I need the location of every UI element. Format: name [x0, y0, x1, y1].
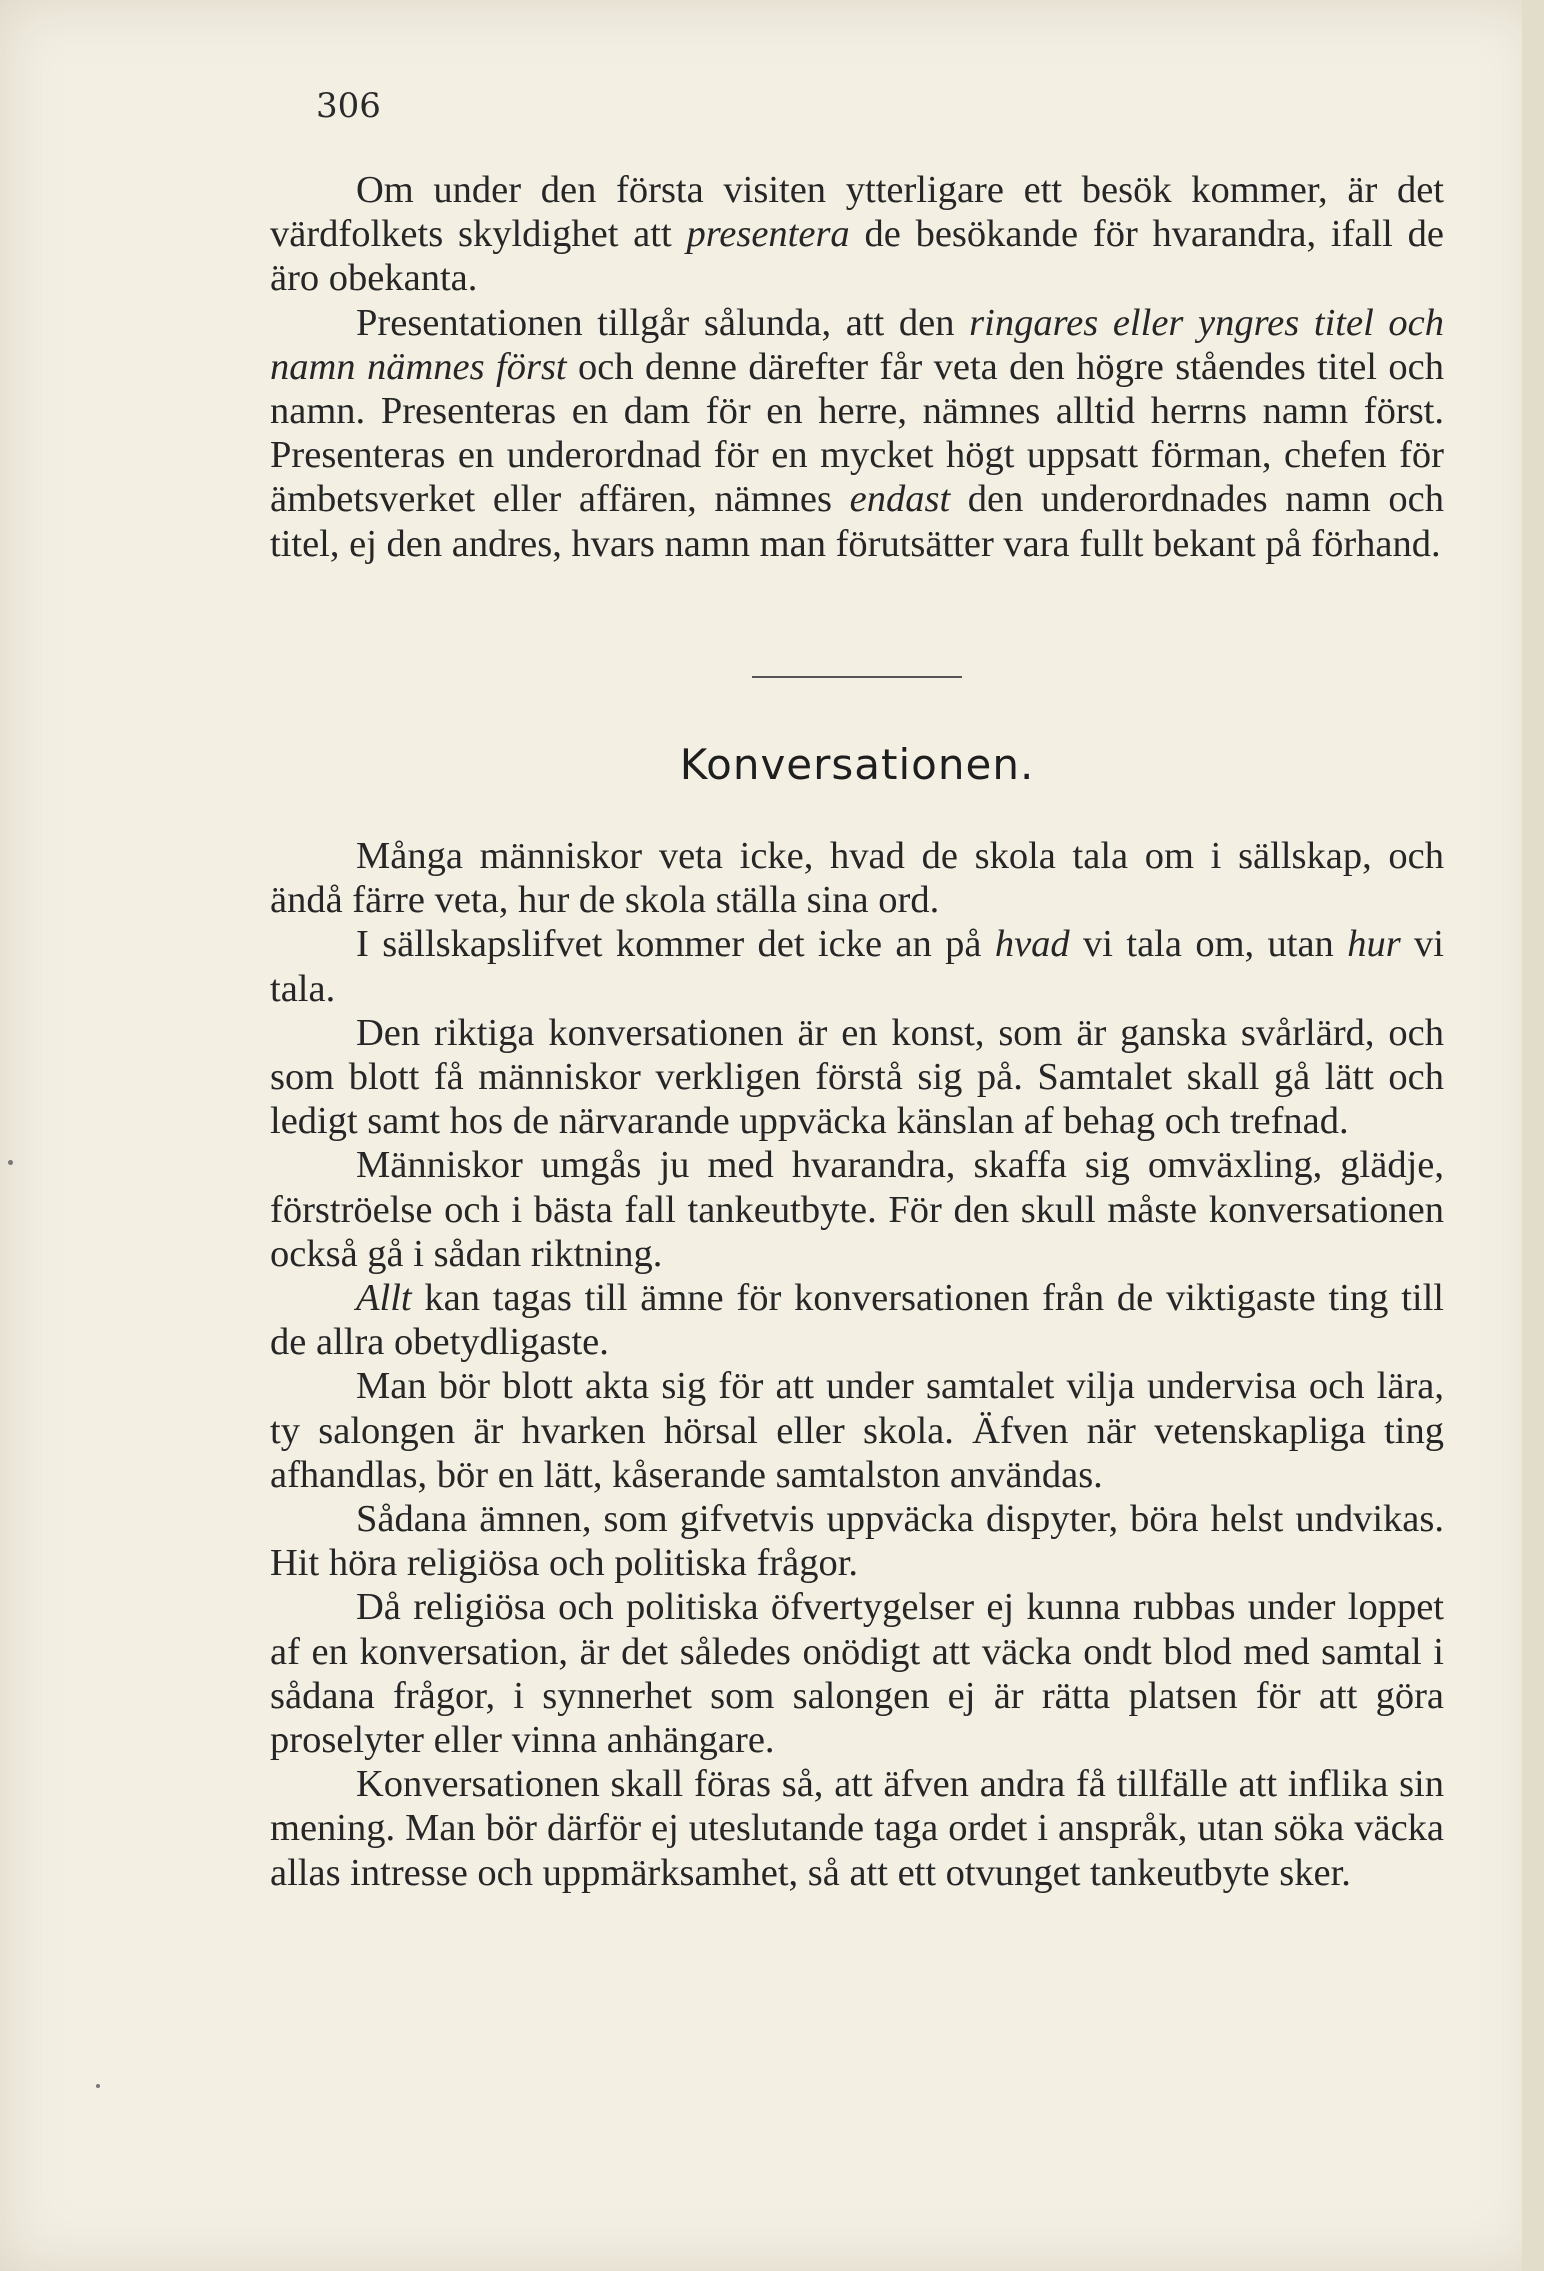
text-run: Om under den första visiten ytterligare ett besök kommer, är det värdfolkets skyldighet att [270, 169, 1444, 256]
paragraph [270, 834, 1444, 922]
emphasis: hur [1347, 923, 1401, 966]
text-run: Människor umgås ju med hvarandra, skaffa sig omväxling, glädje, förströelse och i bästa fall tankeutbyte. För den skull måste konversationen också gå i sådan riktning. [270, 1144, 1444, 1275]
text-run: vi tala om, utan [1069, 923, 1348, 966]
page-edge [1522, 0, 1544, 2271]
text-run: Då religiösa och politiska öfvertygelser ej kunna rubbas under loppet af en konversation, är det således onödigt att väcka ondt blod med samtal i sådana frågor, i synnerhet som salongen ej är rätta platsen för att göra proselyter eller vinna anhängare. [270, 1586, 1444, 1762]
section-divider [752, 676, 962, 678]
text-run: vi tala. [270, 923, 1444, 1010]
paragraph [270, 1585, 1444, 1762]
paper-speck [8, 1160, 13, 1165]
section-conversation [270, 834, 1444, 1895]
paragraph [270, 1143, 1444, 1276]
text-run: kan tagas till ämne för konversationen från de viktigaste ting till de allra obetydligaste. [270, 1277, 1444, 1364]
emphasis: presentera [686, 213, 850, 256]
text-run: de besökande för hvarandra, ifall de äro obekanta. [270, 213, 1444, 300]
paragraph [270, 1276, 1444, 1364]
text-run: Presentationen tillgår sålunda, att den [356, 301, 970, 344]
text-run: Många människor veta icke, hvad de skola tala om i sällskap, och ändå färre veta, hur de skola ställa sina ord. [270, 835, 1444, 922]
paragraph [270, 168, 1444, 301]
text-run: och denne därefter får veta den högre ståendes titel och namn. Presenteras en dam för en herre, nämnes alltid herrns namn först. Presenteras en underordnad för en mycket högt uppsatt förman, chefen för ämbetsverket eller affären, nämnes [270, 345, 1444, 521]
section-heading: Konversationen. [679, 740, 1035, 789]
emphasis: Allt [356, 1277, 412, 1320]
text-run: Sådana ämnen, som gifvetvis uppväcka dispyter, böra helst undvikas. Hit höra religiösa och politiska frågor. [270, 1498, 1444, 1585]
emphasis: endast [849, 478, 951, 521]
emphasis: ringares eller yngres titel och namn nämnes först [270, 301, 1445, 388]
text-run: Konversationen skall föras så, att äfven andra få tillfälle att inflika sin mening. Man bör därför ej uteslutande taga ordet i anspråk, utan söka väcka allas intresse och uppmärksamhet, så att ett otvunget tankeutbyte sker. [270, 1763, 1444, 1894]
text-run: Man bör blott akta sig för att under samtalet vilja undervisa och lära, ty salongen är hvarken hörsal eller skola. Äfven när vetenskapliga ting afhandlas, bör en lätt, kåserande samtalston användas. [270, 1365, 1444, 1496]
paper-speck [96, 2084, 100, 2088]
paragraph [270, 1762, 1444, 1895]
paragraph [270, 1497, 1444, 1585]
paragraph [270, 922, 1444, 1010]
text-run: den underordnades namn och titel, ej den andres, hvars namn man förutsätter vara fullt bekant på förhand. [270, 478, 1444, 565]
text-run: I sällskapslifvet kommer det icke an på [356, 923, 995, 966]
section-presentation [270, 168, 1444, 566]
paragraph [270, 1011, 1444, 1144]
emphasis: hvad [994, 923, 1070, 966]
page-number: 306 [316, 86, 381, 126]
text-run: Den riktiga konversationen är en konst, som är ganska svårlärd, och som blott få människor verkligen förstå sig på. Samtalet skall gå lätt och ledigt samt hos de närvarande uppväcka känslan af behag och trefnad. [270, 1011, 1444, 1143]
paragraph [270, 301, 1444, 566]
paragraph [270, 1364, 1444, 1497]
